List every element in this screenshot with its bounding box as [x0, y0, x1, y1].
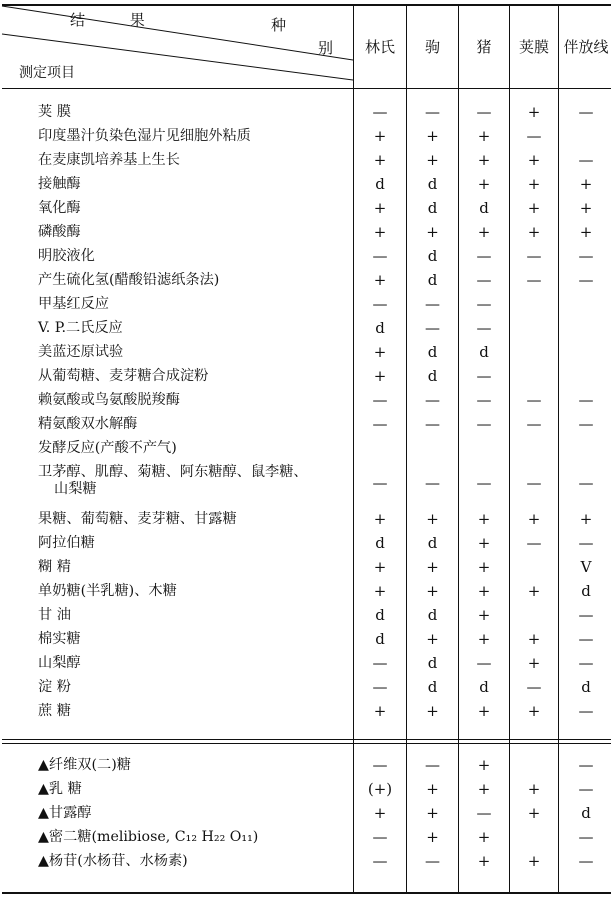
- row-value-cell: +: [373, 343, 387, 361]
- table-row: [0, 125, 613, 149]
- table-row: [0, 604, 613, 628]
- table-row: [0, 778, 613, 802]
- row-value-cell: —: [425, 295, 440, 313]
- row-value-cell: —: [476, 295, 492, 313]
- row-value-cell: —: [526, 474, 542, 492]
- row-value-cell: +: [426, 223, 439, 241]
- row-value-cell: —: [578, 756, 594, 774]
- row-value-cell: +: [477, 175, 491, 193]
- row-value-cell: d: [479, 199, 489, 217]
- row-value-cell: +: [477, 127, 491, 145]
- row-value-cell: —: [476, 367, 492, 385]
- row-value-cell: —: [425, 103, 440, 121]
- row-value-cell: +: [527, 654, 541, 672]
- row-value-cell: —: [476, 474, 492, 492]
- row-item-label: 在麦康凯培养基上生长: [38, 152, 180, 168]
- row-value-cell: +: [373, 582, 387, 600]
- row-value-cell: d: [479, 678, 489, 696]
- row-value-cell: d: [427, 367, 438, 385]
- row-value-cell: +: [527, 804, 541, 822]
- row-value-cell: —: [578, 151, 594, 169]
- row-value-cell: +: [477, 756, 491, 774]
- row-value-cell: d: [375, 175, 385, 193]
- table-row: [0, 628, 613, 652]
- row-value-cell: +: [477, 151, 491, 169]
- row-item-label: 产生硫化氢(醋酸铅滤纸条法): [38, 272, 220, 288]
- row-value-cell: —: [425, 756, 440, 774]
- row-value-cell: —: [578, 534, 594, 552]
- row-item-label: 甘 油: [38, 607, 71, 623]
- section-rule: [2, 739, 611, 740]
- row-value-cell: —: [425, 319, 440, 337]
- row-value-cell: —: [526, 534, 542, 552]
- table-row: [0, 532, 613, 556]
- bottom-rule: [2, 892, 611, 894]
- table-row: [0, 556, 613, 580]
- row-value-cell: +: [527, 151, 541, 169]
- row-value-cell: +: [477, 558, 491, 576]
- row-value-cell: +: [527, 199, 541, 217]
- row-value-cell: —: [476, 654, 492, 672]
- column-header-jiamo: 荚膜: [518, 38, 549, 56]
- row-value-cell: +: [373, 558, 387, 576]
- row-value-cell: d: [427, 678, 438, 696]
- row-value-cell: —: [372, 852, 388, 870]
- row-value-cell: —: [578, 103, 594, 121]
- row-value-cell: —: [578, 415, 594, 433]
- row-value-cell: +: [527, 702, 541, 720]
- row-value-cell: +: [477, 828, 491, 846]
- table-row: [0, 173, 613, 197]
- row-item-label: 发酵反应(产酸不产气): [38, 440, 177, 456]
- row-value-cell: +: [527, 582, 541, 600]
- row-value-cell: +: [527, 780, 541, 798]
- table-row: [0, 101, 613, 125]
- row-value-cell: —: [578, 391, 594, 409]
- row-item-label: 氧化酶: [38, 200, 81, 216]
- row-value-cell: d: [375, 606, 385, 624]
- column-header-zhu: 猪: [476, 38, 492, 56]
- row-item-label: 从葡萄糖、麦芽糖合成淀粉: [38, 368, 209, 384]
- row-value-cell: d: [427, 654, 438, 672]
- row-value-cell: +: [527, 175, 541, 193]
- row-value-cell: +: [579, 223, 593, 241]
- row-value-cell: —: [578, 780, 594, 798]
- row-value-cell: —: [372, 474, 388, 492]
- row-value-cell: d: [581, 804, 591, 822]
- row-value-cell: —: [372, 678, 388, 696]
- table-row: [0, 850, 613, 874]
- row-value-cell: —: [476, 391, 492, 409]
- row-value-cell: +: [579, 510, 593, 528]
- column-header-banfangxian: 伴放线: [563, 38, 609, 56]
- row-value-cell: —: [372, 247, 388, 265]
- row-value-cell: +: [477, 582, 491, 600]
- row-value-cell: —: [372, 828, 388, 846]
- table-row: [0, 293, 613, 317]
- row-value-cell: —: [372, 756, 388, 774]
- row-item-label: 单奶糖(半乳糖)、木糖: [38, 583, 177, 599]
- row-value-cell: +: [426, 151, 439, 169]
- row-value-cell: —: [425, 415, 440, 433]
- row-value-cell: +: [426, 804, 439, 822]
- table-row: [0, 365, 613, 389]
- section-rule-2: [2, 743, 611, 744]
- row-value-cell: +: [373, 702, 387, 720]
- row-item-label: ▲甘露醇: [38, 805, 92, 821]
- row-value-cell: (+): [367, 780, 393, 798]
- table-row: [0, 317, 613, 341]
- row-value-cell: d: [427, 271, 438, 289]
- table-row: [0, 676, 613, 700]
- row-item-label: 磷酸酶: [38, 224, 81, 240]
- row-value-cell: —: [372, 415, 388, 433]
- row-value-cell: +: [373, 804, 387, 822]
- row-value-cell: d: [427, 343, 438, 361]
- row-value-cell: —: [425, 852, 440, 870]
- row-value-cell: —: [578, 702, 594, 720]
- row-value-cell: —: [372, 391, 388, 409]
- table-row: [0, 389, 613, 413]
- header-species-label: 种: [271, 16, 287, 34]
- row-value-cell: +: [373, 510, 387, 528]
- table-row: [0, 437, 613, 461]
- table-row: [0, 341, 613, 365]
- table-row: [0, 508, 613, 532]
- row-value-cell: +: [527, 223, 541, 241]
- row-value-cell: +: [426, 780, 439, 798]
- row-value-cell: +: [373, 127, 387, 145]
- row-value-cell: —: [476, 247, 492, 265]
- row-value-cell: —: [578, 474, 594, 492]
- row-value-cell: +: [426, 127, 439, 145]
- row-value-cell: —: [372, 103, 388, 121]
- row-value-cell: —: [526, 271, 542, 289]
- table-row: [0, 149, 613, 173]
- row-value-cell: —: [476, 103, 492, 121]
- row-value-cell: —: [425, 391, 440, 409]
- table-row: [0, 652, 613, 676]
- row-value-cell: +: [477, 852, 491, 870]
- row-item-label: 接触酶: [38, 176, 81, 192]
- table-row: [0, 802, 613, 826]
- row-item-label: 淀 粉: [38, 679, 71, 695]
- row-value-cell: —: [526, 247, 542, 265]
- table-row: [0, 245, 613, 269]
- row-value-cell: +: [477, 510, 491, 528]
- row-item-label: 印度墨汁负染色湿片见细胞外粘质: [38, 128, 251, 144]
- row-value-cell: —: [578, 852, 594, 870]
- table-row: [0, 464, 613, 497]
- row-value-cell: —: [526, 415, 542, 433]
- row-value-cell: —: [578, 654, 594, 672]
- row-value-cell: +: [426, 558, 439, 576]
- row-value-cell: +: [579, 175, 593, 193]
- row-value-cell: +: [477, 630, 491, 648]
- row-value-cell: —: [526, 391, 542, 409]
- row-item-label: 美蓝还原试验: [38, 344, 124, 360]
- table-row: [0, 754, 613, 778]
- row-item-label: 果糖、葡萄糖、麦芽糖、甘露糖: [38, 511, 237, 527]
- row-value-cell: +: [477, 606, 491, 624]
- row-value-cell: +: [373, 271, 387, 289]
- header-result-label: 结 果: [70, 11, 165, 29]
- row-value-cell: +: [373, 151, 387, 169]
- row-item-label: 蔗 糖: [38, 703, 71, 719]
- row-value-cell: +: [527, 852, 541, 870]
- row-value-cell: d: [427, 534, 438, 552]
- row-item-label: 山梨醇: [38, 655, 81, 671]
- row-value-cell: d: [479, 343, 489, 361]
- row-value-cell: +: [426, 582, 439, 600]
- row-item-label: 荚 膜: [38, 104, 71, 120]
- row-value-cell: +: [477, 702, 491, 720]
- row-value-cell: +: [477, 534, 491, 552]
- row-value-cell: —: [372, 295, 388, 313]
- row-value-cell: +: [426, 630, 439, 648]
- row-value-cell: +: [477, 223, 491, 241]
- row-value-cell: +: [426, 702, 439, 720]
- row-value-cell: —: [476, 415, 492, 433]
- header-item-label: 测定项目: [19, 65, 75, 81]
- row-value-cell: d: [375, 534, 385, 552]
- row-item-label: ▲纤维双(二)糖: [38, 757, 131, 773]
- row-value-cell: +: [426, 510, 439, 528]
- row-value-cell: +: [527, 103, 541, 121]
- row-value-cell: —: [476, 271, 492, 289]
- column-header-lin: 林氏: [364, 38, 395, 56]
- row-value-cell: +: [373, 199, 387, 217]
- row-item-label: 甲基红反应: [38, 296, 109, 312]
- row-value-cell: d: [427, 199, 438, 217]
- row-value-cell: —: [578, 606, 594, 624]
- row-value-cell: d: [375, 319, 385, 337]
- row-value-cell: d: [375, 630, 385, 648]
- row-value-cell: d: [427, 175, 438, 193]
- row-value-cell: +: [373, 367, 387, 385]
- row-value-cell: +: [426, 828, 439, 846]
- table-row: [0, 413, 613, 437]
- row-value-cell: —: [578, 828, 594, 846]
- table-row: [0, 269, 613, 293]
- header-species-label-2: 别: [318, 39, 334, 57]
- row-value-cell: d: [427, 606, 438, 624]
- table-row: [0, 826, 613, 850]
- row-item-label: 糊 精: [38, 559, 71, 575]
- row-value-cell: —: [526, 678, 542, 696]
- row-value-cell: —: [526, 127, 542, 145]
- row-item-label: 赖氨酸或鸟氨酸脱羧酶: [38, 392, 180, 408]
- row-value-cell: +: [477, 780, 491, 798]
- row-value-cell: V: [580, 558, 592, 576]
- row-value-cell: —: [578, 247, 594, 265]
- row-value-cell: —: [372, 654, 388, 672]
- table-row: [0, 580, 613, 604]
- row-value-cell: +: [373, 223, 387, 241]
- row-item-label: 明胶液化: [38, 248, 95, 264]
- row-value-cell: d: [427, 247, 438, 265]
- row-value-cell: d: [581, 582, 591, 600]
- column-header-ju: 驹: [424, 38, 440, 56]
- row-item-label: 棉实糖: [38, 631, 81, 647]
- row-value-cell: —: [578, 630, 594, 648]
- row-item-label: 精氨酸双水解酶: [38, 416, 138, 432]
- table-row: [0, 221, 613, 245]
- row-value-cell: —: [425, 474, 440, 492]
- row-item-label: V. P.二氏反应: [38, 320, 123, 336]
- row-value-cell: +: [527, 630, 541, 648]
- row-item-label: 卫茅醇、肌醇、菊糖、阿东糖醇、鼠李糖、 山梨糖: [38, 464, 308, 497]
- row-value-cell: +: [527, 510, 541, 528]
- table-row: [0, 700, 613, 724]
- row-item-label: ▲密二糖(melibiose, C₁₂ H₂₂ O₁₁): [38, 829, 259, 845]
- row-value-cell: —: [476, 804, 492, 822]
- row-item-label: 阿拉伯糖: [38, 535, 95, 551]
- table-row: [0, 197, 613, 221]
- row-value-cell: d: [581, 678, 591, 696]
- row-value-cell: —: [578, 271, 594, 289]
- row-item-label: ▲乳 糖: [38, 781, 82, 797]
- row-item-label: ▲杨苷(水杨苷、水杨素): [38, 853, 188, 869]
- row-value-cell: —: [476, 319, 492, 337]
- row-value-cell: +: [579, 199, 593, 217]
